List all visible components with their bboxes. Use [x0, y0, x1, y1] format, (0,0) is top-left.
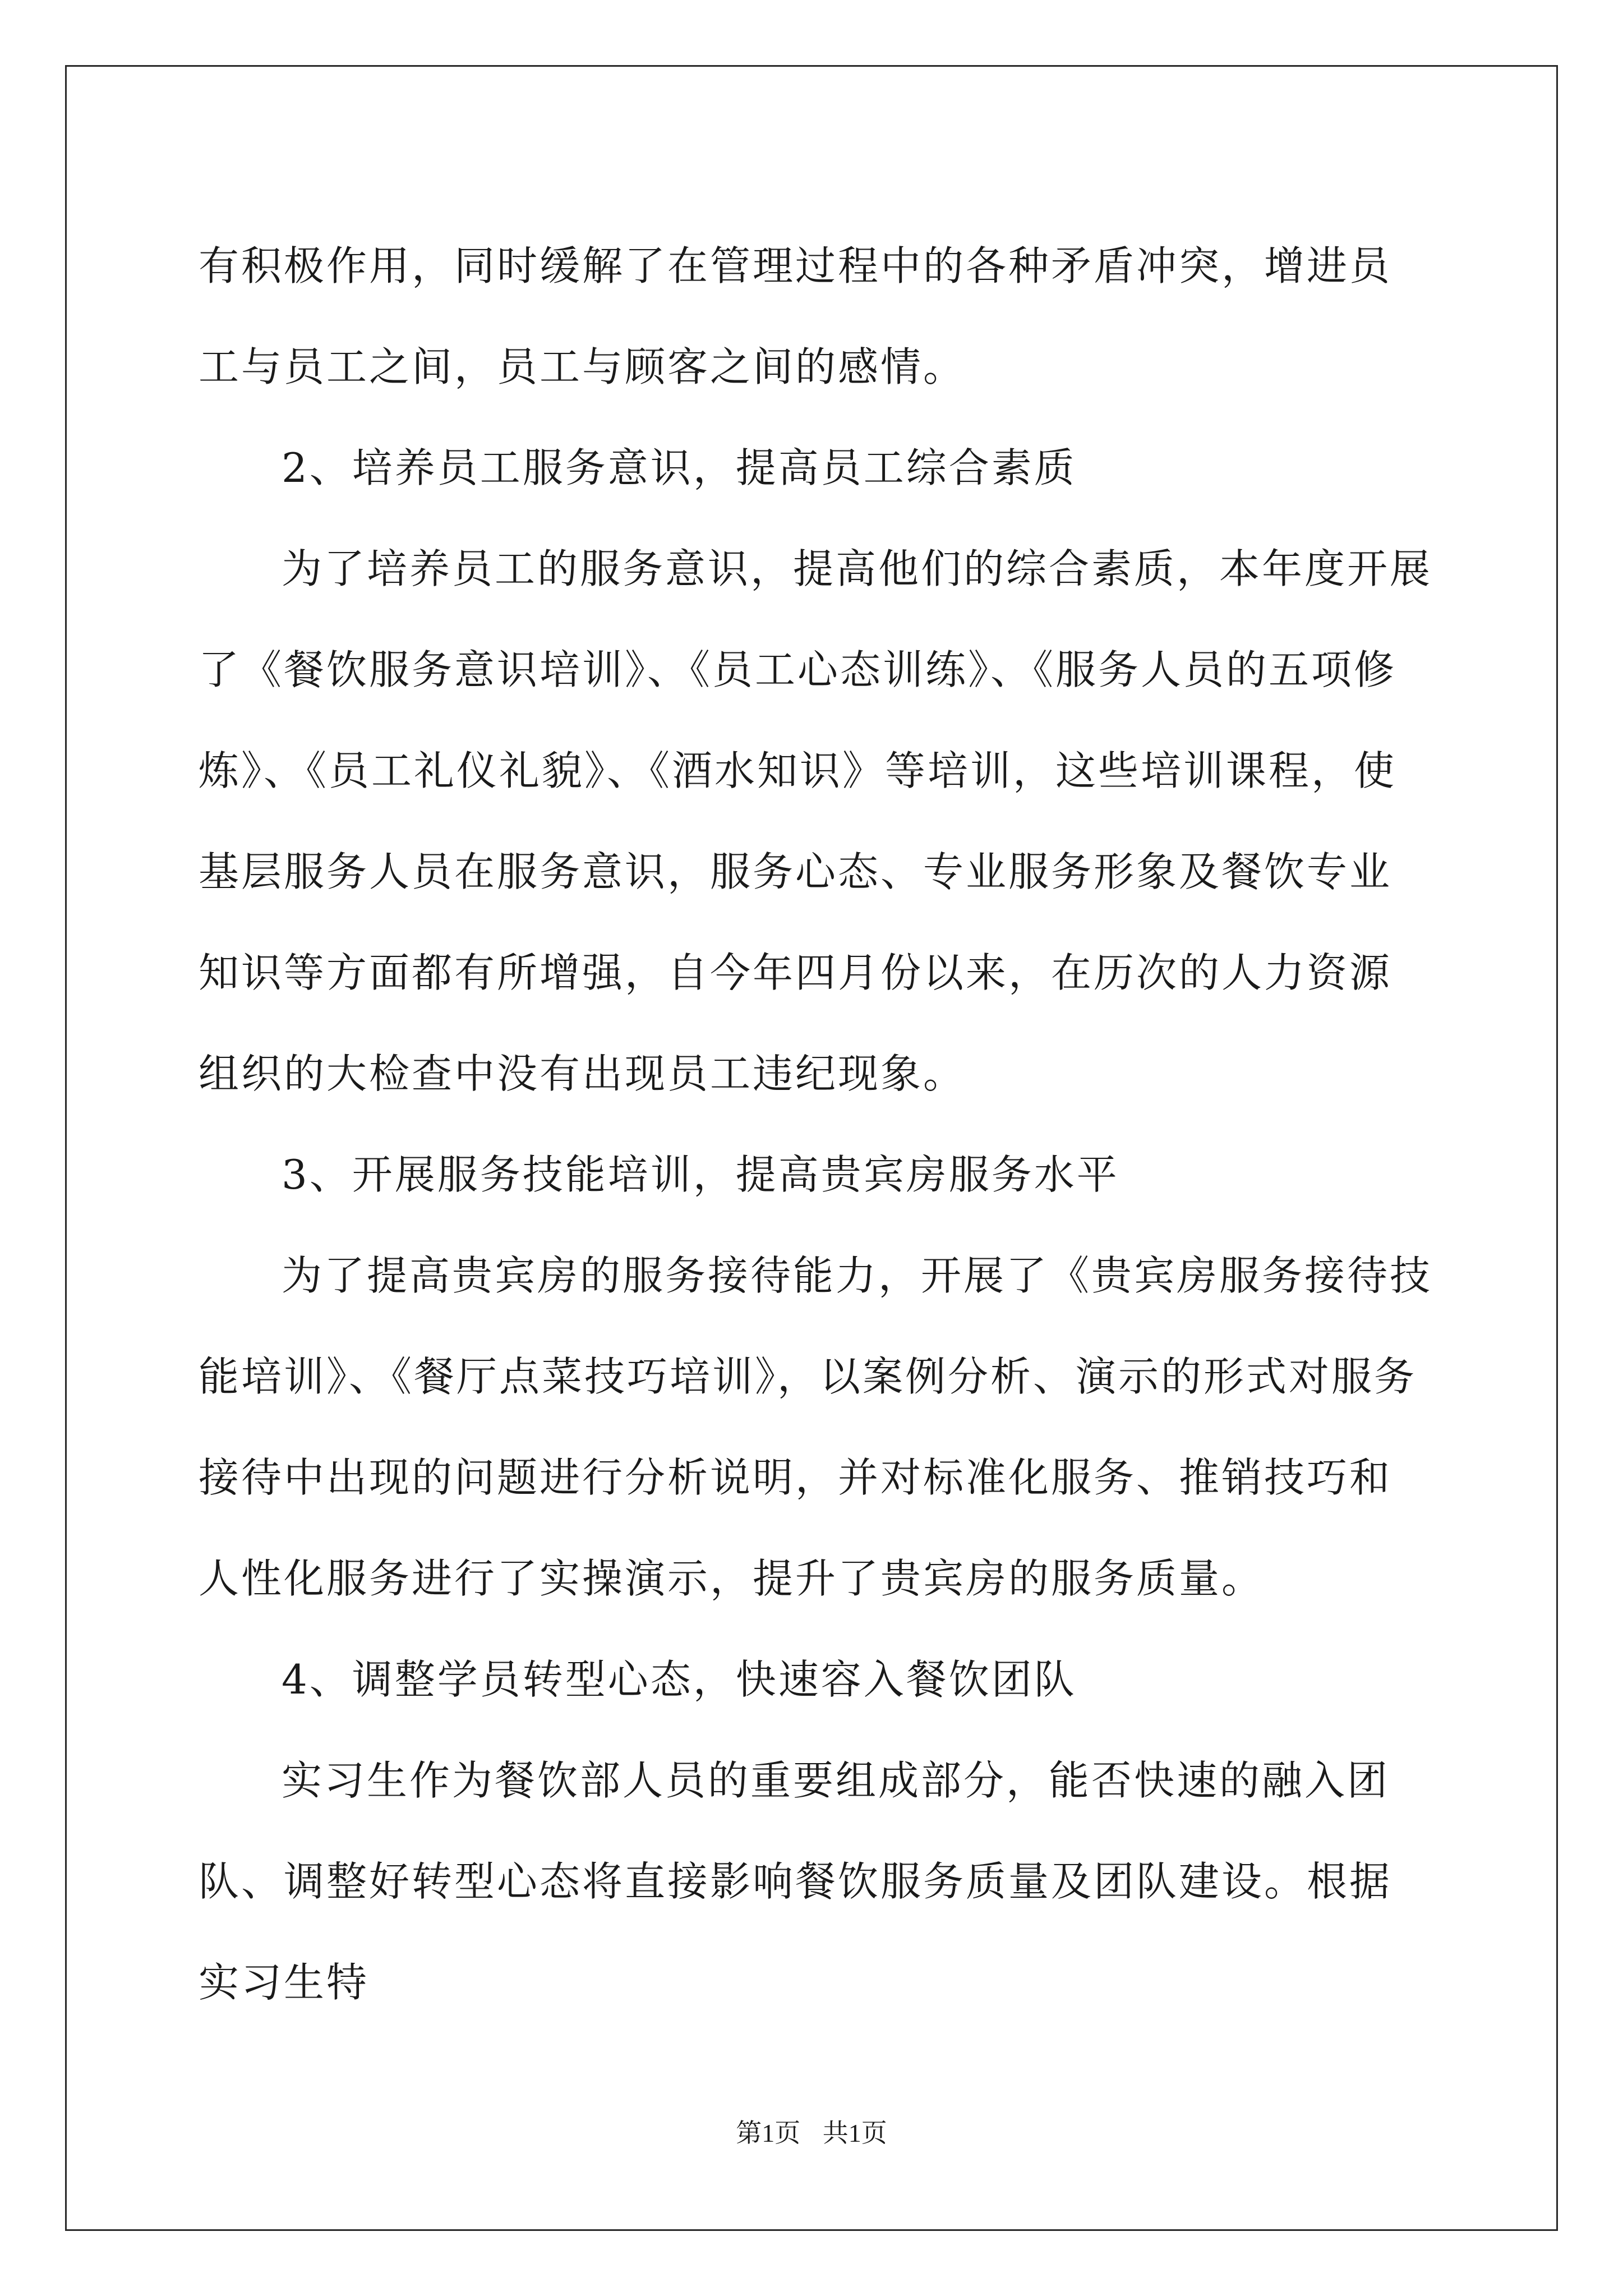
section-heading-3: 3、开展服务技能培训，提高贵宾房服务水平: [282, 1151, 1119, 1198]
paragraph-vip-room-service: 为了提高贵宾房的服务接待能力，开展了《贵宾房服务接待技能培训》、《餐厅点菜技巧培训》，以案例分析、演示的形式对服务接待中出现的问题进行分析说明，并对标准化服务、推销技巧和人性化服务进行了实操演示，提升了贵宾房的服务质量。: [199, 1252, 1433, 1602]
page-footer: [0, 2118, 1623, 2149]
paragraph-service-awareness: 为了培养员工的服务意识，提高他们的综合素质，本年度开展了《餐饮服务意识培训》、《员工心态训练》、《服务人员的五项修炼》、《员工礼仪礼貌》、《酒水知识》等培训，这些培训课程，使基层服务人员在服务意识，服务心态、专业服务形象及餐饮专业知识等方面都有所增强，自今年四月份以来，在历次的人力资源组织的大检查中没有出现员工违纪现象。: [199, 545, 1433, 1097]
page-total: 共1页: [822, 2119, 887, 2147]
document-body: [199, 215, 1432, 2033]
section-heading-2: 2、培养员工服务意识，提高员工综合素质: [282, 444, 1077, 491]
page-number: 第1页: [736, 2119, 801, 2147]
paragraph-intern-adjustment: 实习生作为餐饮部人员的重要组成部分，能否快速的融入团队、调整好转型心态将直接影响餐饮服务质量及团队建设。根据实习生特: [199, 1757, 1393, 2006]
section-heading-4: 4、调整学员转型心态，快速容入餐饮团队: [282, 1656, 1077, 1703]
paragraph-continuation: 有积极作用，同时缓解了在管理过程中的各种矛盾冲突，增进员工与员工之间，员工与顾客之间的感情。: [199, 242, 1393, 390]
